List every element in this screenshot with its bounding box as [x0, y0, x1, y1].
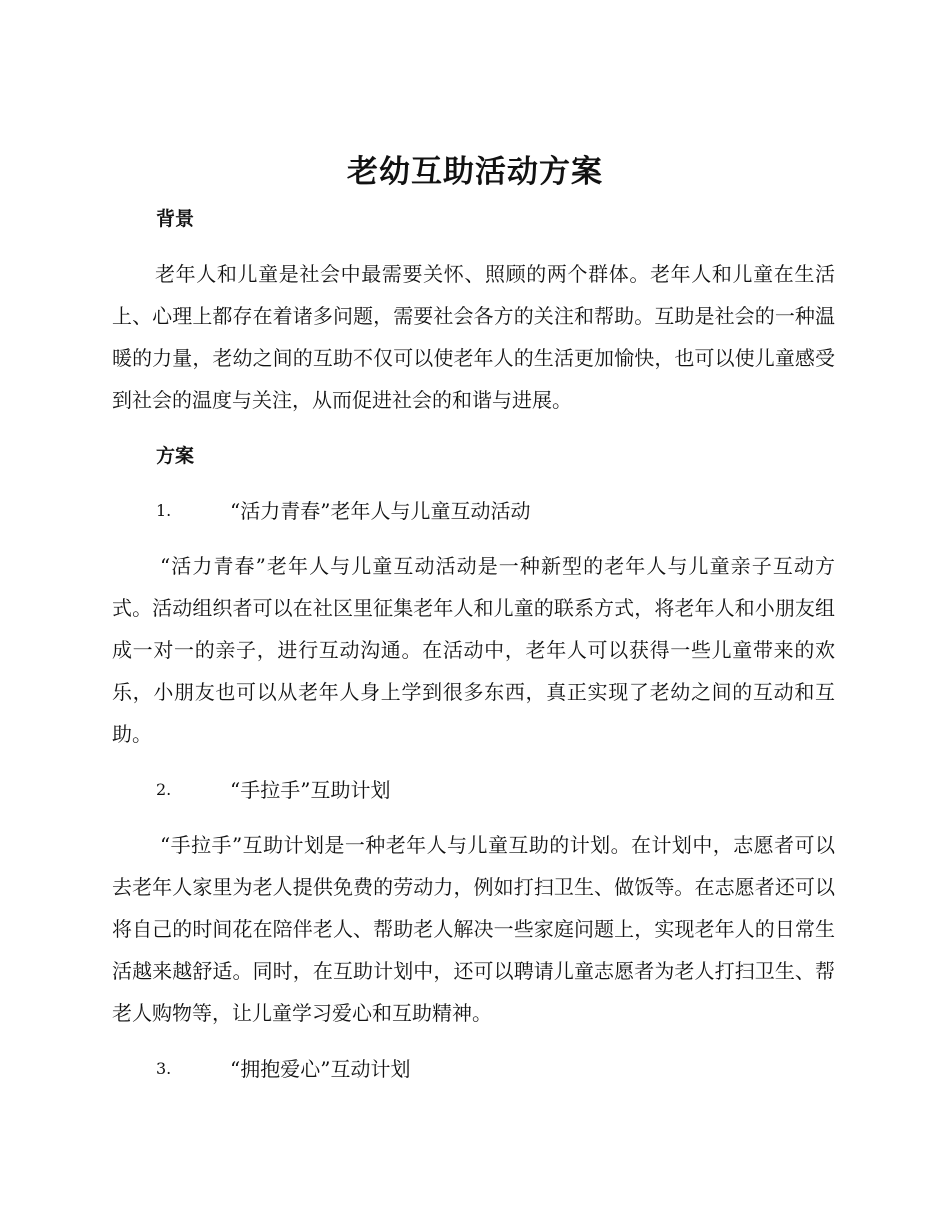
- section-heading-background: 背景: [156, 208, 195, 230]
- plan-item-3: [156, 1052, 836, 1086]
- plan-item-2-title: “手拉手”互助计划: [230, 778, 391, 802]
- plan-item-2-number: 2.: [156, 780, 172, 799]
- plan-item-1-paragraph: “活力青春”老年人与儿童互动活动是一种新型的老年人与儿童亲子互动方式。活动组织者可以在社区里征集老年人和儿童的联系方式，将老年人和小朋友组成一对一的亲子，进行互动沟通。在活动中，老年人可以获得一些儿童带来的欢乐，小朋友也可以从老年人身上学到很多东西，真正实现了老幼之间的互动和互助。: [112, 554, 835, 746]
- plan-item-3-title: “拥抱爱心”互动计划: [230, 1057, 411, 1081]
- section-heading-plan: 方案: [156, 445, 195, 467]
- plan-item-2: [156, 773, 836, 807]
- plan-item-1-number: 1.: [156, 501, 172, 520]
- plan-item-1: [156, 494, 836, 528]
- document-title: 老幼互助活动方案: [347, 154, 603, 190]
- plan-item-1-title: “活力青春”老年人与儿童互动活动: [230, 499, 531, 523]
- background-paragraph: 老年人和儿童是社会中最需要关怀、照顾的两个群体。老年人和儿童在生活上、心理上都存在着诸多问题，需要社会各方的关注和帮助。互助是社会的一种温暖的力量，老幼之间的互助不仅可以使老年人的生活更加愉快，也可以使儿童感受到社会的温度与关注，从而促进社会的和谐与进展。: [112, 262, 835, 412]
- plan-item-3-number: 3.: [156, 1059, 172, 1078]
- plan-item-2-paragraph: “手拉手”互助计划是一种老年人与儿童互助的计划。在计划中，志愿者可以去老年人家里为老人提供免费的劳动力，例如打扫卫生、做饭等。在志愿者还可以将自己的时间花在陪伴老人、帮助老人解决一些家庭问题上，实现老年人的日常生活越来越舒适。同时，在互助计划中，还可以聘请儿童志愿者为老人打扫卫生、帮老人购物等，让儿童学习爱心和互助精神。: [112, 833, 835, 1025]
